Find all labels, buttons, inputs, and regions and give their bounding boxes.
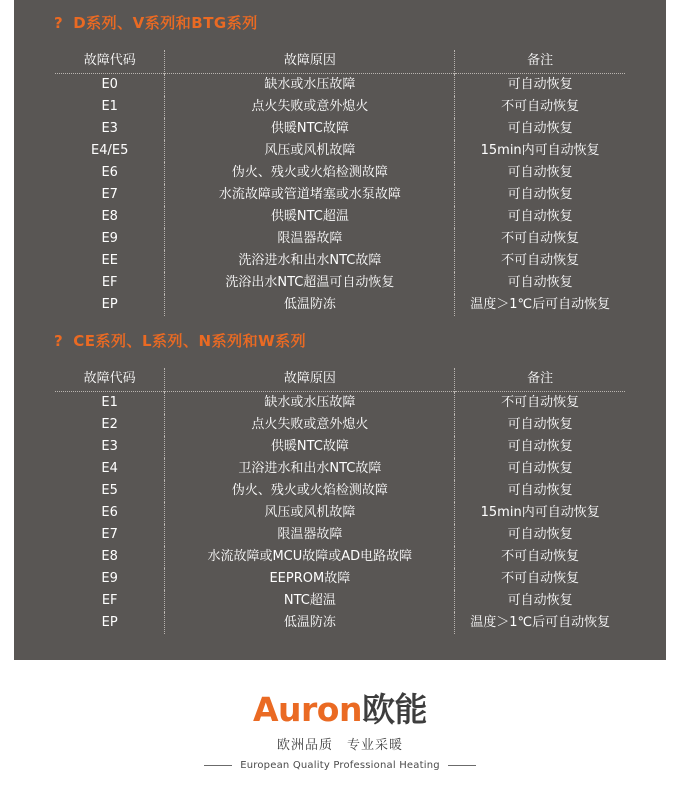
table-header-row (55, 368, 625, 392)
cell-code: EP (55, 612, 165, 634)
cell-reason: 点火失败或意外熄火 (165, 96, 455, 118)
cell-code: E9 (55, 568, 165, 590)
cell-code: E8 (55, 206, 165, 228)
cell-reason: 限温器故障 (165, 228, 455, 250)
cell-code: E1 (55, 96, 165, 118)
cell-note: 15min内可自动恢复 (480, 143, 600, 158)
cell-reason: EEPROM故障 (165, 568, 455, 590)
table-row (55, 546, 625, 568)
cell-reason: 水流故障或管道堵塞或水泵故障 (165, 184, 455, 206)
cell-reason: 洗浴进水和出水NTC故障 (165, 250, 455, 272)
header-reason: 故障原因 (165, 50, 455, 74)
cell-code: E7 (55, 524, 165, 546)
table-row (55, 524, 625, 546)
table-row (55, 96, 625, 118)
brand-name-cn: 欧能 (361, 690, 427, 729)
table-row (55, 502, 625, 524)
cell-reason: 水流故障或MCU故障或AD电路故障 (165, 546, 455, 568)
header-note: 备注 (527, 53, 554, 68)
cell-note: 温度＞1℃后可自动恢复 (470, 297, 611, 312)
cell-reason: 供暖NTC故障 (165, 436, 455, 458)
cell-reason: 限温器故障 (165, 524, 455, 546)
cell-code: E2 (55, 414, 165, 436)
table-row (55, 590, 625, 612)
cell-code: E3 (55, 118, 165, 140)
cell-note: 可自动恢复 (507, 593, 573, 608)
cell-code: E8 (55, 546, 165, 568)
table-row (55, 458, 625, 480)
table-row (55, 294, 625, 316)
cell-note: 可自动恢复 (507, 209, 573, 224)
table-row (55, 140, 625, 162)
cell-reason: 供暖NTC故障 (165, 118, 455, 140)
divider-left (204, 765, 232, 766)
table-row (55, 414, 625, 436)
cell-code: E3 (55, 436, 165, 458)
footer-brand-block (0, 660, 680, 800)
brand-subline: European Quality Professional Heating (240, 760, 440, 771)
table-row (55, 162, 625, 184)
cell-note: 可自动恢复 (507, 121, 573, 136)
cell-reason: 缺水或水压故障 (165, 392, 455, 415)
cell-note: 不可自动恢复 (501, 253, 580, 268)
cell-code: E4/E5 (55, 140, 165, 162)
cell-note: 可自动恢复 (507, 187, 573, 202)
table-row (55, 612, 625, 634)
table-row (55, 118, 625, 140)
header-note: 备注 (527, 371, 554, 386)
fault-code-table-1 (55, 50, 625, 316)
cell-note: 可自动恢复 (507, 461, 573, 476)
section-title-1 (14, 12, 666, 38)
table-row (55, 228, 625, 250)
cell-note: 可自动恢复 (507, 165, 573, 180)
cell-reason: 风压或风机故障 (165, 502, 455, 524)
tagline-right: 专业采暖 (347, 738, 404, 753)
cell-code: E9 (55, 228, 165, 250)
brand-tagline (0, 734, 680, 753)
table-row (55, 184, 625, 206)
table-row (55, 392, 625, 415)
header-code: 故障代码 (55, 50, 165, 74)
cell-code: E0 (55, 74, 165, 97)
header-code: 故障代码 (55, 368, 165, 392)
cell-code: E6 (55, 162, 165, 184)
table-row (55, 250, 625, 272)
cell-reason: 卫浴进水和出水NTC故障 (165, 458, 455, 480)
section-title-text: CE系列、L系列、N系列和W系列 (73, 332, 307, 350)
cell-note: 不可自动恢复 (501, 571, 580, 586)
brand-subline-row (0, 760, 680, 771)
cell-reason: 点火失败或意外熄火 (165, 414, 455, 436)
section-d-v-btg (14, 12, 666, 316)
fault-code-panel (14, 0, 666, 660)
cell-code: E5 (55, 480, 165, 502)
cell-reason: 低温防冻 (165, 612, 455, 634)
cell-reason: 洗浴出水NTC超温可自动恢复 (165, 272, 455, 294)
cell-reason: 低温防冻 (165, 294, 455, 316)
cell-reason: 供暖NTC超温 (165, 206, 455, 228)
cell-note: 可自动恢复 (507, 527, 573, 542)
cell-code: EE (55, 250, 165, 272)
cell-note: 可自动恢复 (507, 275, 573, 290)
table-header-row (55, 50, 625, 74)
cell-reason: 缺水或水压故障 (165, 74, 455, 97)
cell-note: 温度＞1℃后可自动恢复 (470, 615, 611, 630)
table-row (55, 74, 625, 97)
cell-code: EF (55, 272, 165, 294)
table-row (55, 568, 625, 590)
cell-note: 可自动恢复 (507, 439, 573, 454)
cell-code: E4 (55, 458, 165, 480)
cell-code: E7 (55, 184, 165, 206)
section-title-2 (14, 330, 666, 356)
bullet-marker-icon: ? (54, 14, 64, 32)
cell-note: 15min内可自动恢复 (480, 505, 600, 520)
brand-logo (0, 692, 680, 728)
table-row (55, 480, 625, 502)
tagline-left: 欧洲品质 (276, 738, 333, 753)
cell-reason: 伪火、残火或火焰检测故障 (165, 480, 455, 502)
brand-name-en: Auron (253, 690, 362, 729)
cell-code: E6 (55, 502, 165, 524)
cell-note: 不可自动恢复 (501, 549, 580, 564)
bullet-marker-icon: ? (54, 332, 64, 350)
section-title-text: D系列、V系列和BTG系列 (73, 14, 258, 32)
divider-right (448, 765, 476, 766)
cell-reason: NTC超温 (165, 590, 455, 612)
cell-note: 不可自动恢复 (501, 99, 580, 114)
cell-note: 可自动恢复 (507, 483, 573, 498)
fault-code-table-2 (55, 368, 625, 634)
section-ce-l-n-w (14, 330, 666, 634)
table-row (55, 272, 625, 294)
table-row (55, 436, 625, 458)
cell-note: 可自动恢复 (507, 77, 573, 92)
table-row (55, 206, 625, 228)
cell-note: 可自动恢复 (507, 417, 573, 432)
cell-reason: 伪火、残火或火焰检测故障 (165, 162, 455, 184)
cell-code: E1 (55, 392, 165, 415)
header-reason: 故障原因 (165, 368, 455, 392)
cell-reason: 风压或风机故障 (165, 140, 455, 162)
cell-code: EP (55, 294, 165, 316)
cell-note: 不可自动恢复 (501, 231, 580, 246)
cell-note: 不可自动恢复 (501, 395, 580, 410)
cell-code: EF (55, 590, 165, 612)
